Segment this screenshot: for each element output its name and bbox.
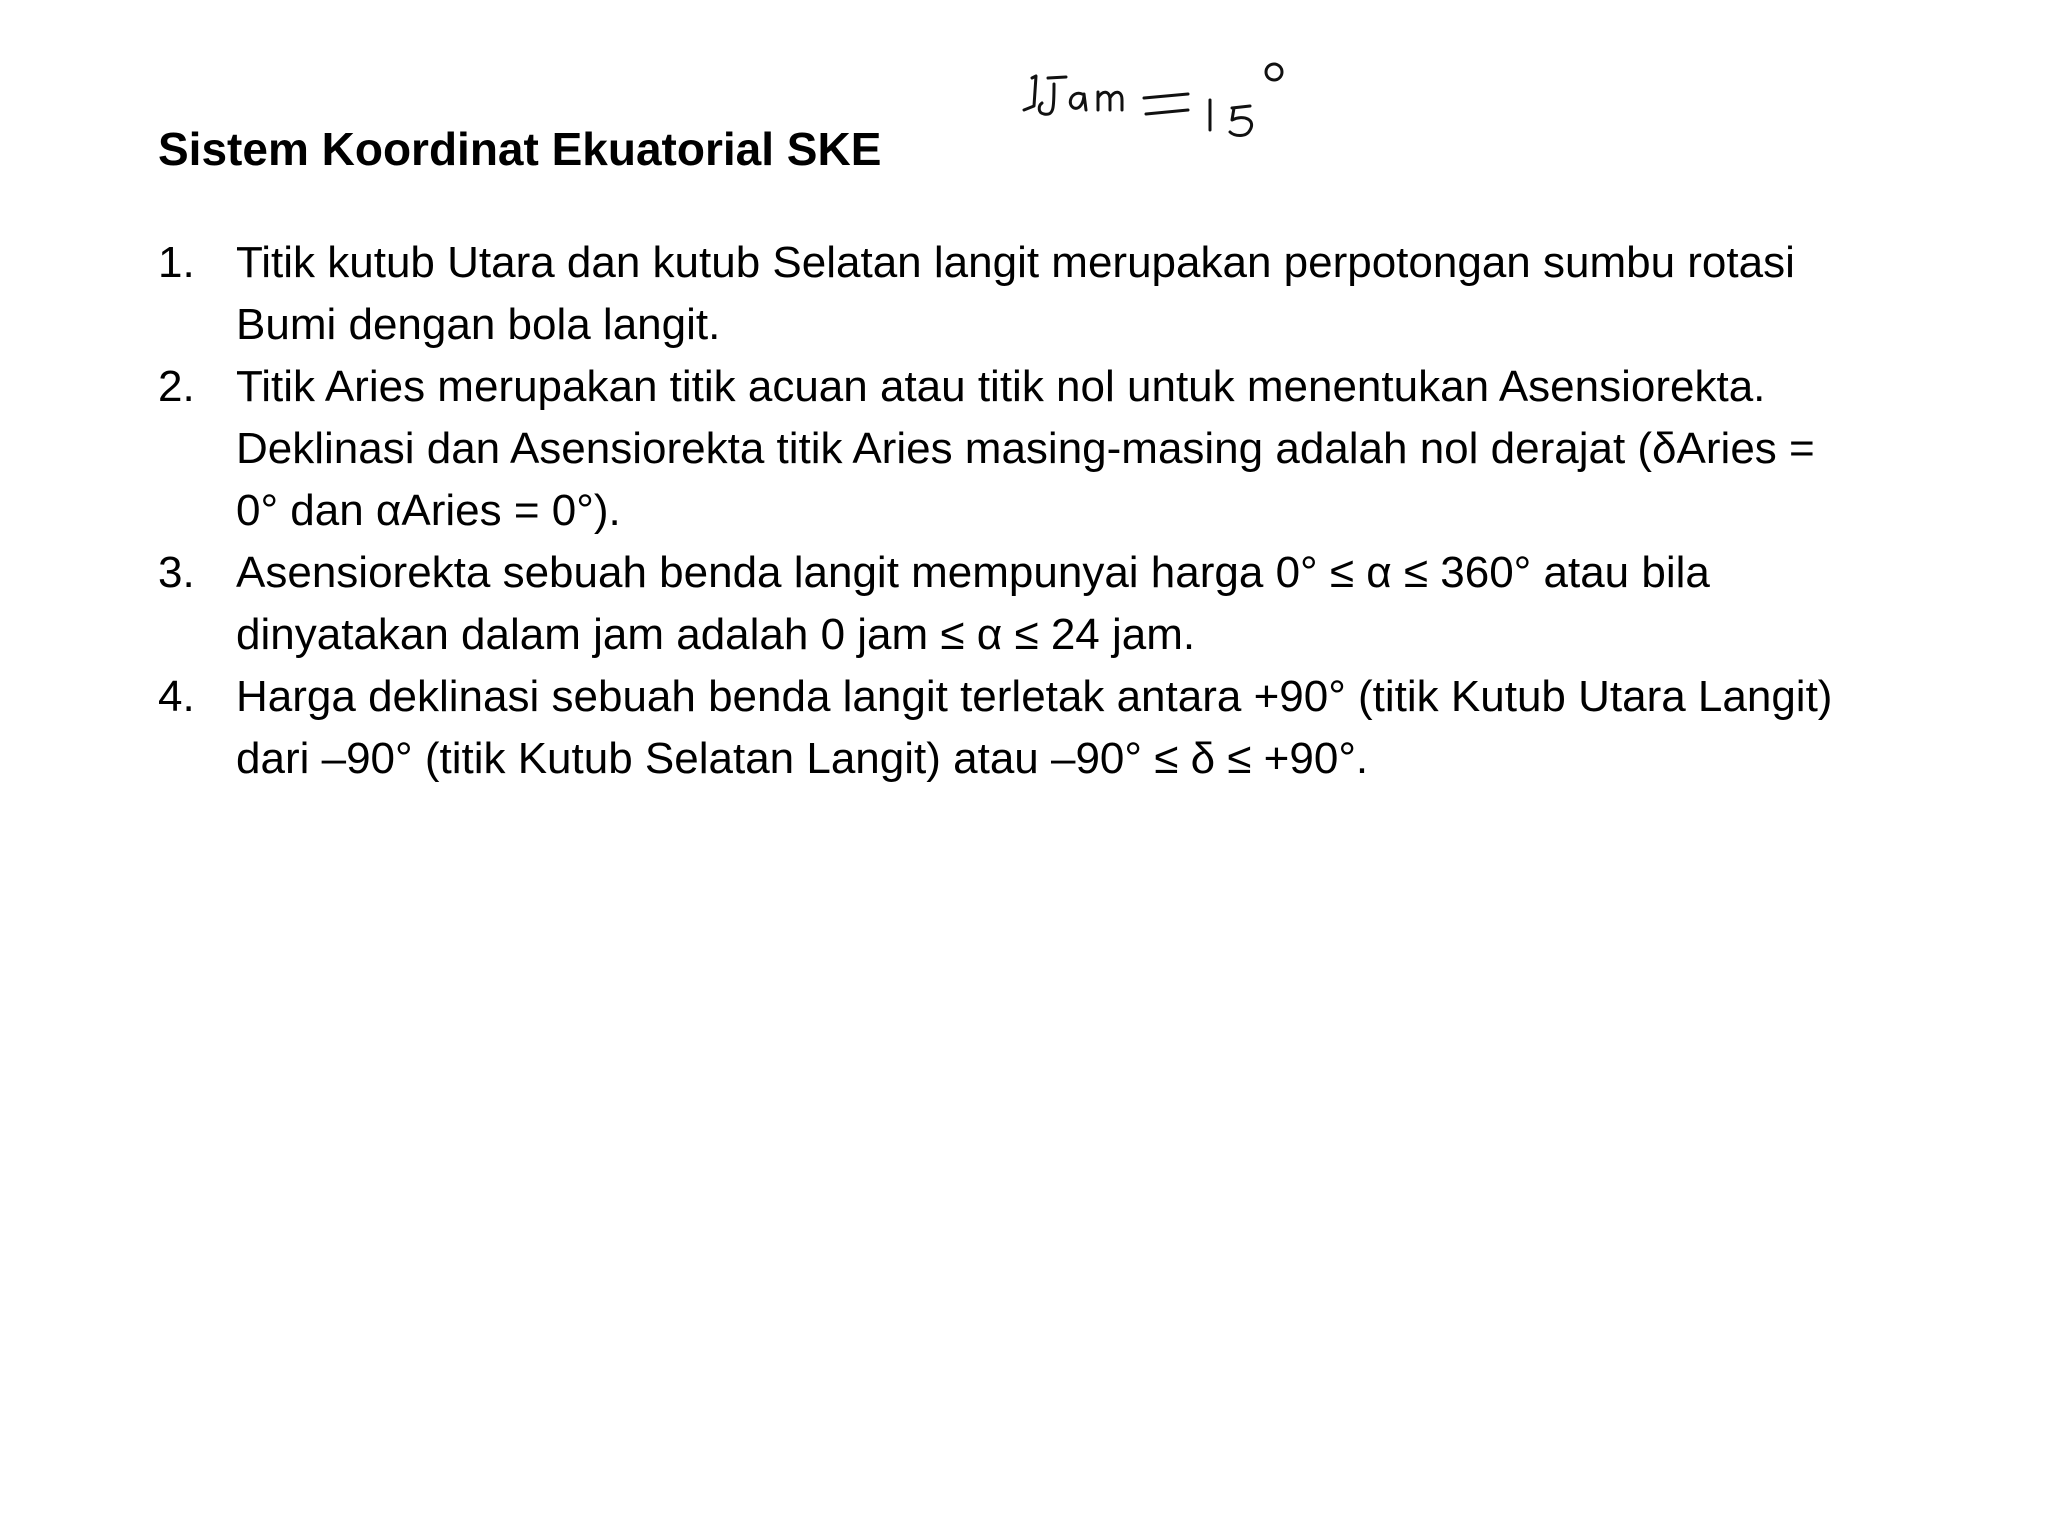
slide-title: Sistem Koordinat Ekuatorial SKE	[158, 123, 882, 175]
list-item-line: Asensiorekta sebuah benda langit mempunyai harga 0° ≤ α ≤ 360° atau bila	[236, 548, 1710, 597]
list-item-line: 0° dan αAries = 0°).	[236, 486, 621, 535]
list-item-number: 3.	[158, 548, 195, 597]
list-item-line: dari –90° (titik Kutub Selatan Langit) atau –90° ≤ δ ≤ +90°.	[236, 734, 1369, 783]
list-item-number: 2.	[158, 362, 195, 411]
handwritten-annotation	[1010, 48, 1370, 144]
list-item	[158, 232, 1958, 356]
list-item-line: Titik Aries merupakan titik acuan atau titik nol untuk menentukan Asensiorekta.	[236, 362, 1766, 411]
handwriting-ink	[1010, 48, 1370, 144]
list-item-number: 4.	[158, 672, 195, 721]
list-item-line: Bumi dengan bola langit.	[236, 300, 721, 349]
list-item-number: 1.	[158, 238, 195, 287]
list-item-line: dinyatakan dalam jam adalah 0 jam ≤ α ≤ 24 jam.	[236, 610, 1196, 659]
list-item-line: Deklinasi dan Asensiorekta titik Aries masing-masing adalah nol derajat (δAries =	[236, 424, 1815, 473]
list-item-line: Titik kutub Utara dan kutub Selatan langit merupakan perpotongan sumbu rotasi	[236, 238, 1795, 287]
list-item	[158, 356, 1958, 542]
numbered-list	[158, 232, 1958, 790]
list-item	[158, 542, 1958, 666]
list-item	[158, 666, 1958, 790]
list-item-line: Harga deklinasi sebuah benda langit terletak antara +90° (titik Kutub Utara Langit)	[236, 672, 1833, 721]
